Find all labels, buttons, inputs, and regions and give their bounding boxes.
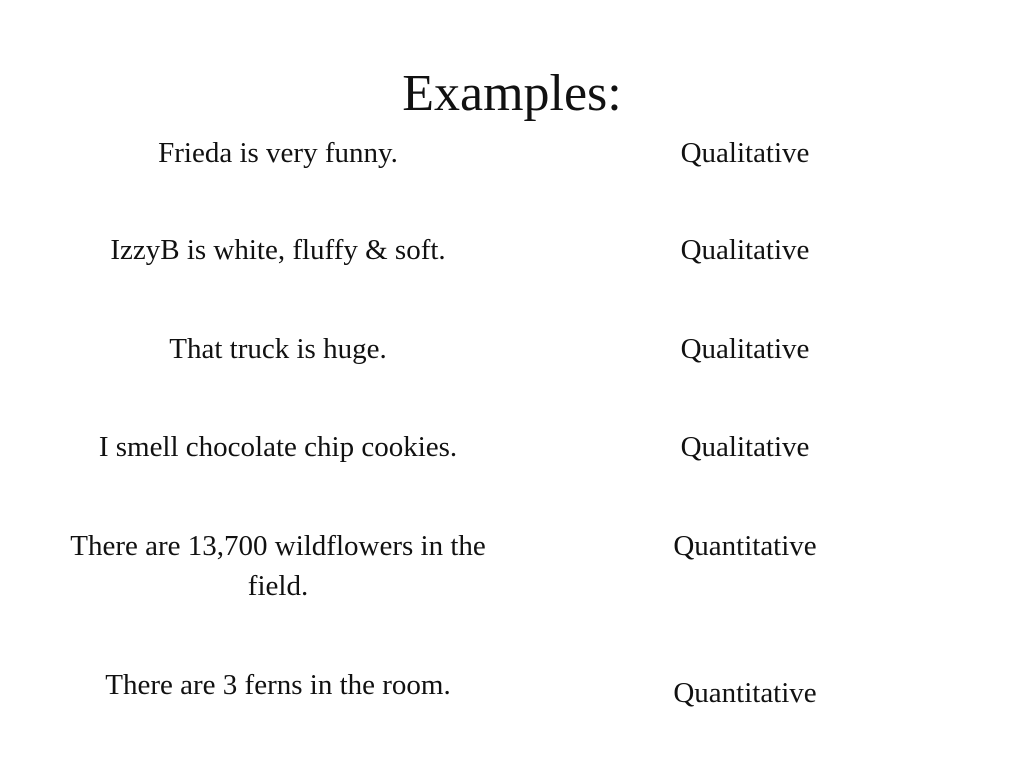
example-statement-3: That truck is huge. xyxy=(169,333,387,365)
example-statement-2: IzzyB is white, fluffy & soft. xyxy=(110,234,446,266)
example-classification-6: Quantitative xyxy=(673,677,817,709)
example-statement-1: Frieda is very funny. xyxy=(158,137,398,169)
example-statement-6: There are 3 ferns in the room. xyxy=(105,669,451,701)
example-classification-1: Qualitative xyxy=(680,137,810,169)
example-classification-5: Quantitative xyxy=(673,530,817,562)
example-statement-5: There are 13,700 wildflowers in the field. xyxy=(70,530,486,602)
example-statement-4: I smell chocolate chip cookies. xyxy=(98,431,458,463)
example-classification-2: Qualitative xyxy=(680,234,810,266)
example-classification-3: Qualitative xyxy=(680,333,810,365)
slide-title: Examples: xyxy=(402,65,622,122)
example-classification-4: Qualitative xyxy=(680,431,810,463)
